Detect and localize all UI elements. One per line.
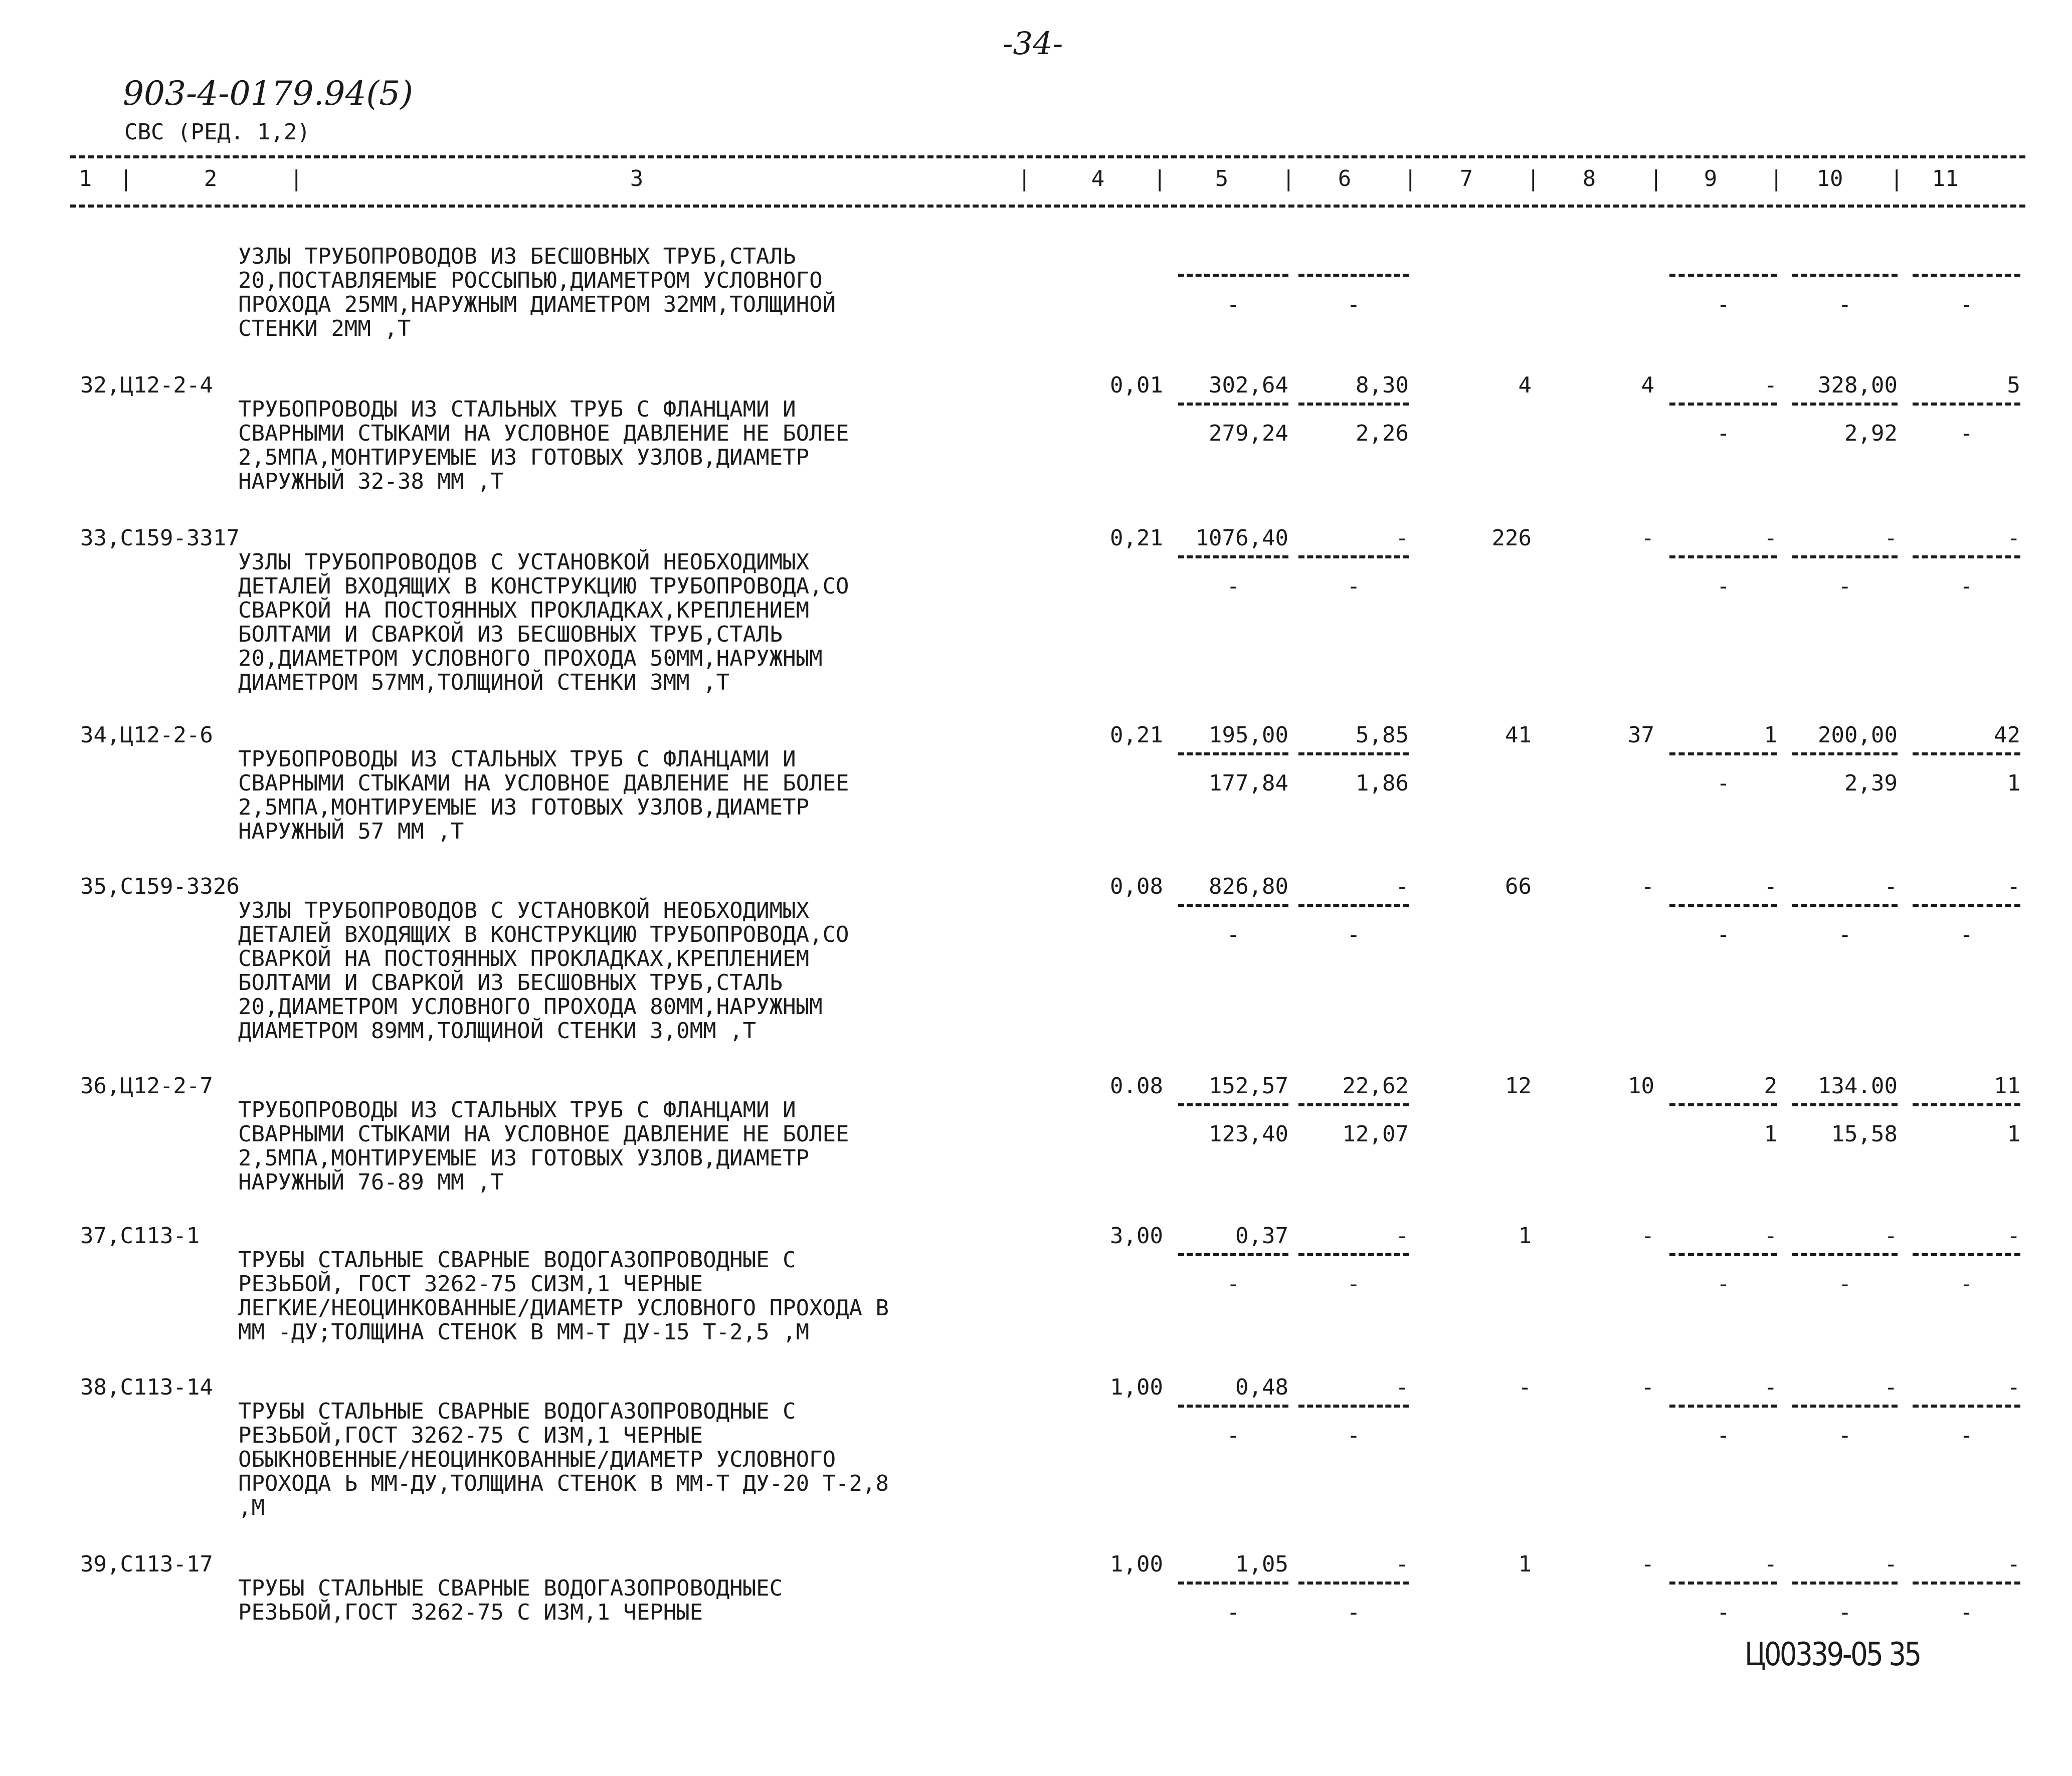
row-description-line: ТРУБЫ СТАЛЬНЫЕ СВАРНЫЕ ВОДОГАЗОПРОВОДНЫЕ С — [238, 1399, 796, 1424]
fraction-line-c9 — [1669, 1253, 1777, 1256]
cell-c11b: - — [1960, 421, 1973, 446]
row-description-line: УЗЛЫ ТРУБОПРОВОДОВ С УСТАНОВКОЙ НЕОБХОДИМЫХ — [238, 549, 810, 575]
cell-c6b: - — [1347, 292, 1361, 317]
fraction-line-c10 — [1792, 555, 1898, 558]
row-description-line: 20,ДИАМЕТРОМ УСЛОВНОГО ПРОХОДА 50ММ,НАРУЖНЫМ — [238, 646, 823, 671]
fraction-line-c5 — [1178, 403, 1288, 406]
fraction-line-c6 — [1298, 1253, 1409, 1256]
cell-c9: - — [1764, 1374, 1777, 1400]
cell-c10b: - — [1838, 292, 1852, 317]
cell-c11: - — [2007, 1551, 2020, 1577]
cell-c9: - — [1764, 1551, 1777, 1577]
cell-c4: 1,00 — [1110, 1551, 1163, 1577]
row-description-line: 2,5МПА,МОНТИРУЕМЫЕ ИЗ ГОТОВЫХ УЗЛОВ,ДИАМЕТР — [238, 795, 810, 820]
cell-c7: 41 — [1505, 722, 1532, 748]
cell-c5: 0,48 — [1235, 1374, 1288, 1400]
fraction-line-c5 — [1178, 1103, 1288, 1106]
cell-c11b: - — [1960, 1600, 1973, 1625]
fraction-line-c6 — [1298, 403, 1409, 406]
cell-c7: 4 — [1518, 372, 1532, 398]
cell-c8: - — [1641, 874, 1654, 899]
cell-c9: - — [1764, 525, 1777, 551]
row-description-line: СВАРНЫМИ СТЫКАМИ НА УСЛОВНОЕ ДАВЛЕНИЕ НЕ БОЛЕЕ — [238, 770, 849, 796]
cell-c9: - — [1764, 1223, 1777, 1249]
cell-c11: - — [2007, 874, 2020, 899]
cell-c5: 195,00 — [1209, 722, 1288, 748]
cell-c10: - — [1884, 525, 1898, 551]
fraction-line-c6 — [1298, 752, 1409, 755]
cell-c7: 1 — [1518, 1223, 1532, 1249]
fraction-line-c5 — [1178, 274, 1288, 277]
row-code: 38,С113-14 — [80, 1374, 213, 1400]
cell-c10b: 15,58 — [1831, 1121, 1898, 1147]
cell-c10: - — [1884, 1374, 1898, 1400]
row-description-line: СВАРКОЙ НА ПОСТОЯННЫХ ПРОКЛАДКАХ,КРЕПЛЕНИЕМ — [238, 946, 810, 971]
cell-c5: 826,80 — [1209, 874, 1288, 899]
cell-c4: 0,08 — [1110, 874, 1163, 899]
cell-c6b: 2,26 — [1356, 421, 1409, 446]
fraction-line-c10 — [1792, 403, 1898, 406]
cell-c10: - — [1884, 1551, 1898, 1577]
row-code: 37,С113-1 — [80, 1223, 200, 1249]
cell-c5b: 177,84 — [1209, 770, 1288, 796]
cell-c5b: 279,24 — [1209, 421, 1288, 446]
fraction-line-c5 — [1178, 752, 1288, 755]
fraction-line-c9 — [1669, 752, 1777, 755]
cell-c10: - — [1884, 1223, 1898, 1249]
row-description-line: 2,5МПА,МОНТИРУЕМЫЕ ИЗ ГОТОВЫХ УЗЛОВ,ДИАМЕТР — [238, 1145, 810, 1171]
header-top-rule — [70, 155, 2025, 158]
header-separator: | — [1018, 166, 1031, 191]
cell-c6: 8,30 — [1356, 372, 1409, 398]
fraction-line-c9 — [1669, 555, 1777, 558]
cell-c6b: - — [1347, 573, 1361, 599]
fraction-line-c5 — [1178, 1253, 1288, 1256]
row-description-line: ММ -ДУ;ТОЛЩИНА СТЕНОК В ММ-Т ДУ-15 Т-2,5 ,М — [238, 1319, 810, 1345]
header-separator: | — [1404, 166, 1417, 191]
cell-c5b: - — [1226, 1600, 1240, 1625]
cell-c9b: - — [1717, 770, 1730, 796]
fraction-line-c5 — [1178, 904, 1288, 907]
row-description-line: ЛЕГКИЕ/НЕОЦИНКОВАННЫЕ/ДИАМЕТР УСЛОВНОГО ПРОХОДА В — [238, 1295, 889, 1321]
cell-c6b: - — [1347, 922, 1361, 947]
cell-c6: - — [1395, 1374, 1409, 1400]
cell-c6b: 12,07 — [1342, 1121, 1409, 1147]
cell-c10b: - — [1838, 922, 1852, 947]
fraction-line-c11 — [1913, 1253, 2020, 1256]
cell-c8: - — [1641, 1374, 1654, 1400]
cell-c4: 0,21 — [1110, 722, 1163, 748]
fraction-line-c6 — [1298, 555, 1409, 558]
cell-c11b: - — [1960, 1271, 1973, 1297]
cell-c7: 1 — [1518, 1551, 1532, 1577]
row-code: 34,Ц12-2-6 — [80, 722, 213, 748]
cell-c5b: - — [1226, 573, 1240, 599]
cell-c8: - — [1641, 1551, 1654, 1577]
cell-c11b: - — [1960, 292, 1973, 317]
fraction-line-c9 — [1669, 904, 1777, 907]
cell-c11: - — [2007, 1223, 2020, 1249]
row-description-line: ТРУБОПРОВОДЫ ИЗ СТАЛЬНЫХ ТРУБ С ФЛАНЦАМИ И — [238, 397, 796, 422]
header-col-3: 3 — [630, 166, 644, 191]
header-col-8: 8 — [1582, 166, 1596, 191]
cell-c6b: - — [1347, 1423, 1361, 1448]
row-description-line: СВАРНЫМИ СТЫКАМИ НА УСЛОВНОЕ ДАВЛЕНИЕ НЕ БОЛЕЕ — [238, 421, 849, 446]
cell-c11: - — [2007, 1374, 2020, 1400]
cell-c10: - — [1884, 874, 1898, 899]
row-description-line: НАРУЖНЫЙ 57 ММ ,Т — [238, 819, 464, 844]
fraction-line-c11 — [1913, 752, 2020, 755]
fraction-line-c9 — [1669, 1103, 1777, 1106]
row-description-line: БОЛТАМИ И СВАРКОЙ ИЗ БЕСШОВНЫХ ТРУБ,СТАЛЬ — [238, 970, 783, 996]
cell-c9b: - — [1717, 292, 1730, 317]
cell-c5b: - — [1226, 1271, 1240, 1297]
cell-c10b: - — [1838, 1600, 1852, 1625]
fraction-line-c5 — [1178, 1405, 1288, 1408]
fraction-line-c11 — [1913, 555, 2020, 558]
header-bottom-rule — [70, 205, 2025, 208]
header-col-5: 5 — [1215, 166, 1229, 191]
row-description-line: УЗЛЫ ТРУБОПРОВОДОВ С УСТАНОВКОЙ НЕОБХОДИМЫХ — [238, 898, 810, 923]
row-code: 36,Ц12-2-7 — [80, 1073, 213, 1099]
row-description-line: ПРОХОДА Ь ММ-ДУ,ТОЛЩИНА СТЕНОК В ММ-Т ДУ-20 Т-2,8 — [238, 1471, 889, 1496]
row-description-line: НАРУЖНЫЙ 76-89 ММ ,Т — [238, 1169, 504, 1195]
cell-c11: 11 — [1994, 1073, 2020, 1099]
cell-c8: - — [1641, 525, 1654, 551]
cell-c5b: - — [1226, 922, 1240, 947]
cell-c6: - — [1395, 525, 1409, 551]
header-separator: | — [119, 166, 133, 191]
row-description-line: БОЛТАМИ И СВАРКОЙ ИЗ БЕСШОВНЫХ ТРУБ,СТАЛЬ — [238, 622, 783, 647]
cell-c11: 42 — [1994, 722, 2020, 748]
row-description-line: 2,5МПА,МОНТИРУЕМЫЕ ИЗ ГОТОВЫХ УЗЛОВ,ДИАМЕТР — [238, 445, 810, 470]
row-code: 32,Ц12-2-4 — [80, 372, 213, 398]
cell-c9b: 1 — [1764, 1121, 1777, 1147]
cell-c6: 5,85 — [1356, 722, 1409, 748]
row-description-line: 20,ДИАМЕТРОМ УСЛОВНОГО ПРОХОДА 80ММ,НАРУЖНЫМ — [238, 994, 823, 1020]
cell-c7: 66 — [1505, 874, 1532, 899]
cell-c7: - — [1518, 1374, 1532, 1400]
row-description-line: НАРУЖНЫЙ 32-38 ММ ,Т — [238, 469, 504, 494]
header-separator: | — [1282, 166, 1295, 191]
cell-c11: 5 — [2007, 372, 2020, 398]
row-description-line: ОБЫКНОВЕННЫЕ/НЕОЦИНКОВАННЫЕ/ДИАМЕТР УСЛОВНОГО — [238, 1447, 836, 1472]
fraction-line-c10 — [1792, 904, 1898, 907]
row-description-line: РЕЗЬБОЙ, ГОСТ 3262-75 СИЗМ,1 ЧЕРНЫЕ — [238, 1271, 703, 1297]
row-description-line: ПРОХОДА 25ММ,НАРУЖНЫМ ДИАМЕТРОМ 32ММ,ТОЛЩИНОЙ — [238, 292, 836, 317]
row-description-line: СТЕНКИ 2ММ ,Т — [238, 316, 411, 341]
cell-c10b: 2,39 — [1844, 770, 1898, 796]
cell-c10b: - — [1838, 1271, 1852, 1297]
header-col-4: 4 — [1091, 166, 1105, 191]
cell-c10: 134.00 — [1818, 1073, 1898, 1099]
fraction-line-c10 — [1792, 752, 1898, 755]
cell-c6b: - — [1347, 1600, 1361, 1625]
row-description-line: ДЕТАЛЕЙ ВХОДЯЩИХ В КОНСТРУКЦИЮ ТРУБОПРОВОДА,СО — [238, 922, 849, 947]
cell-c6: - — [1395, 1223, 1409, 1249]
page-number: -34- — [1002, 25, 1063, 62]
header-col-11: 11 — [1932, 166, 1959, 191]
cell-c9: 1 — [1764, 722, 1777, 748]
row-description-line: 20,ПОСТАВЛЯЕМЫЕ РОССЫПЬЮ,ДИАМЕТРОМ УСЛОВНОГО — [238, 268, 823, 293]
cell-c9b: - — [1717, 922, 1730, 947]
doc-code: 903-4-0179.94(5) — [123, 74, 413, 113]
row-description-line: ,М — [238, 1495, 265, 1520]
fraction-line-c10 — [1792, 1253, 1898, 1256]
row-description-line: ТРУБОПРОВОДЫ ИЗ СТАЛЬНЫХ ТРУБ С ФЛАНЦАМИ И — [238, 1097, 796, 1123]
fraction-line-c10 — [1792, 274, 1898, 277]
cell-c6: 22,62 — [1342, 1073, 1409, 1099]
header-col-6: 6 — [1338, 166, 1352, 191]
cell-c8: 37 — [1628, 722, 1654, 748]
row-description-line: ТРУБОПРОВОДЫ ИЗ СТАЛЬНЫХ ТРУБ С ФЛАНЦАМИ И — [238, 746, 796, 772]
row-description-line: РЕЗЬБОЙ,ГОСТ 3262-75 С ИЗМ,1 ЧЕРНЫЕ — [238, 1423, 703, 1448]
archive-stamp: Ц00339-05 35 — [1745, 1636, 1920, 1673]
cell-c11b: - — [1960, 922, 1973, 947]
header-separator: | — [1770, 166, 1783, 191]
fraction-line-c11 — [1913, 403, 2020, 406]
cell-c9b: - — [1717, 573, 1730, 599]
cell-c6: - — [1395, 874, 1409, 899]
cell-c9b: - — [1717, 1600, 1730, 1625]
cell-c5: 152,57 — [1209, 1073, 1288, 1099]
header-separator: | — [1153, 166, 1167, 191]
row-description-line: УЗЛЫ ТРУБОПРОВОДОВ ИЗ БЕСШОВНЫХ ТРУБ,СТАЛЬ — [238, 244, 796, 269]
fraction-line-c11 — [1913, 1405, 2020, 1408]
row-description-line: СВАРКОЙ НА ПОСТОЯННЫХ ПРОКЛАДКАХ,КРЕПЛЕНИЕМ — [238, 598, 810, 623]
fraction-line-c5 — [1178, 555, 1288, 558]
cell-c4: 0,01 — [1110, 372, 1163, 398]
cell-c9b: - — [1717, 1423, 1730, 1448]
cell-c5b: 123,40 — [1209, 1121, 1288, 1147]
fraction-line-c6 — [1298, 904, 1409, 907]
header-col-7: 7 — [1459, 166, 1473, 191]
fraction-line-c11 — [1913, 1103, 2020, 1106]
cell-c6: - — [1395, 1551, 1409, 1577]
cell-c8: - — [1641, 1223, 1654, 1249]
fraction-line-c11 — [1913, 274, 2020, 277]
cell-c6b: - — [1347, 1271, 1361, 1297]
cell-c5: 0,37 — [1235, 1223, 1288, 1249]
row-description-line: ДИАМЕТРОМ 89ММ,ТОЛЩИНОЙ СТЕНКИ 3,0ММ ,Т — [238, 1018, 757, 1044]
cell-c4: 0.08 — [1110, 1073, 1163, 1099]
cell-c8: 10 — [1628, 1073, 1654, 1099]
header-separator: | — [1649, 166, 1663, 191]
fraction-line-c9 — [1669, 1582, 1777, 1585]
header-col-10: 10 — [1816, 166, 1843, 191]
row-code: 39,С113-17 — [80, 1551, 213, 1577]
fraction-line-c6 — [1298, 1405, 1409, 1408]
fraction-line-c5 — [1178, 1582, 1288, 1585]
fraction-line-c11 — [1913, 1582, 2020, 1585]
row-code: 35,С159-3326 — [80, 874, 240, 899]
row-code: 33,С159-3317 — [80, 525, 240, 551]
cell-c10b: 2,92 — [1844, 421, 1898, 446]
doc-subtitle: СВС (РЕД. 1,2) — [124, 119, 310, 145]
cell-c11b: 1 — [2007, 1121, 2020, 1147]
row-description-line: ДИАМЕТРОМ 57ММ,ТОЛЩИНОЙ СТЕНКИ 3ММ ,Т — [238, 670, 730, 695]
cell-c10: 328,00 — [1818, 372, 1898, 398]
fraction-line-c10 — [1792, 1582, 1898, 1585]
cell-c10b: - — [1838, 1423, 1852, 1448]
header-col-1: 1 — [78, 166, 92, 191]
row-description-line: ДЕТАЛЕЙ ВХОДЯЩИХ В КОНСТРУКЦИЮ ТРУБОПРОВОДА,СО — [238, 573, 849, 599]
cell-c8: 4 — [1641, 372, 1654, 398]
header-separator: | — [1890, 166, 1904, 191]
cell-c5b: - — [1226, 292, 1240, 317]
cell-c11: - — [2007, 525, 2020, 551]
cell-c11b: - — [1960, 1423, 1973, 1448]
row-description-line: СВАРНЫМИ СТЫКАМИ НА УСЛОВНОЕ ДАВЛЕНИЕ НЕ БОЛЕЕ — [238, 1121, 849, 1147]
cell-c9b: - — [1717, 421, 1730, 446]
fraction-line-c10 — [1792, 1405, 1898, 1408]
cell-c10b: - — [1838, 573, 1852, 599]
cell-c9: - — [1764, 874, 1777, 899]
row-description-line: ТРУБЫ СТАЛЬНЫЕ СВАРНЫЕ ВОДОГАЗОПРОВОДНЫЕ С — [238, 1247, 796, 1273]
cell-c11b: - — [1960, 573, 1973, 599]
fraction-line-c6 — [1298, 1582, 1409, 1585]
cell-c7: 226 — [1491, 525, 1532, 551]
cell-c4: 1,00 — [1110, 1374, 1163, 1400]
fraction-line-c9 — [1669, 1405, 1777, 1408]
cell-c10: 200,00 — [1818, 722, 1898, 748]
cell-c5b: - — [1226, 1423, 1240, 1448]
fraction-line-c9 — [1669, 403, 1777, 406]
cell-c11b: 1 — [2007, 770, 2020, 796]
row-description-line: РЕЗЬБОЙ,ГОСТ 3262-75 С ИЗМ,1 ЧЕРНЫЕ — [238, 1600, 703, 1625]
cell-c9: 2 — [1764, 1073, 1777, 1099]
cell-c6b: 1,86 — [1356, 770, 1409, 796]
fraction-line-c6 — [1298, 274, 1409, 277]
cell-c4: 3,00 — [1110, 1223, 1163, 1249]
cell-c4: 0,21 — [1110, 525, 1163, 551]
fraction-line-c11 — [1913, 904, 2020, 907]
cell-c7: 12 — [1505, 1073, 1532, 1099]
cell-c5: 1,05 — [1235, 1551, 1288, 1577]
header-separator: | — [1527, 166, 1540, 191]
fraction-line-c9 — [1669, 274, 1777, 277]
cell-c9b: - — [1717, 1271, 1730, 1297]
header-separator: | — [290, 166, 303, 191]
cell-c5: 302,64 — [1209, 372, 1288, 398]
cell-c5: 1076,40 — [1195, 525, 1288, 551]
header-col-9: 9 — [1704, 166, 1718, 191]
header-col-2: 2 — [204, 166, 218, 191]
fraction-line-c10 — [1792, 1103, 1898, 1106]
cell-c9: - — [1764, 372, 1777, 398]
row-description-line: ТРУБЫ СТАЛЬНЫЕ СВАРНЫЕ ВОДОГАЗОПРОВОДНЫЕС — [238, 1575, 783, 1601]
fraction-line-c6 — [1298, 1103, 1409, 1106]
